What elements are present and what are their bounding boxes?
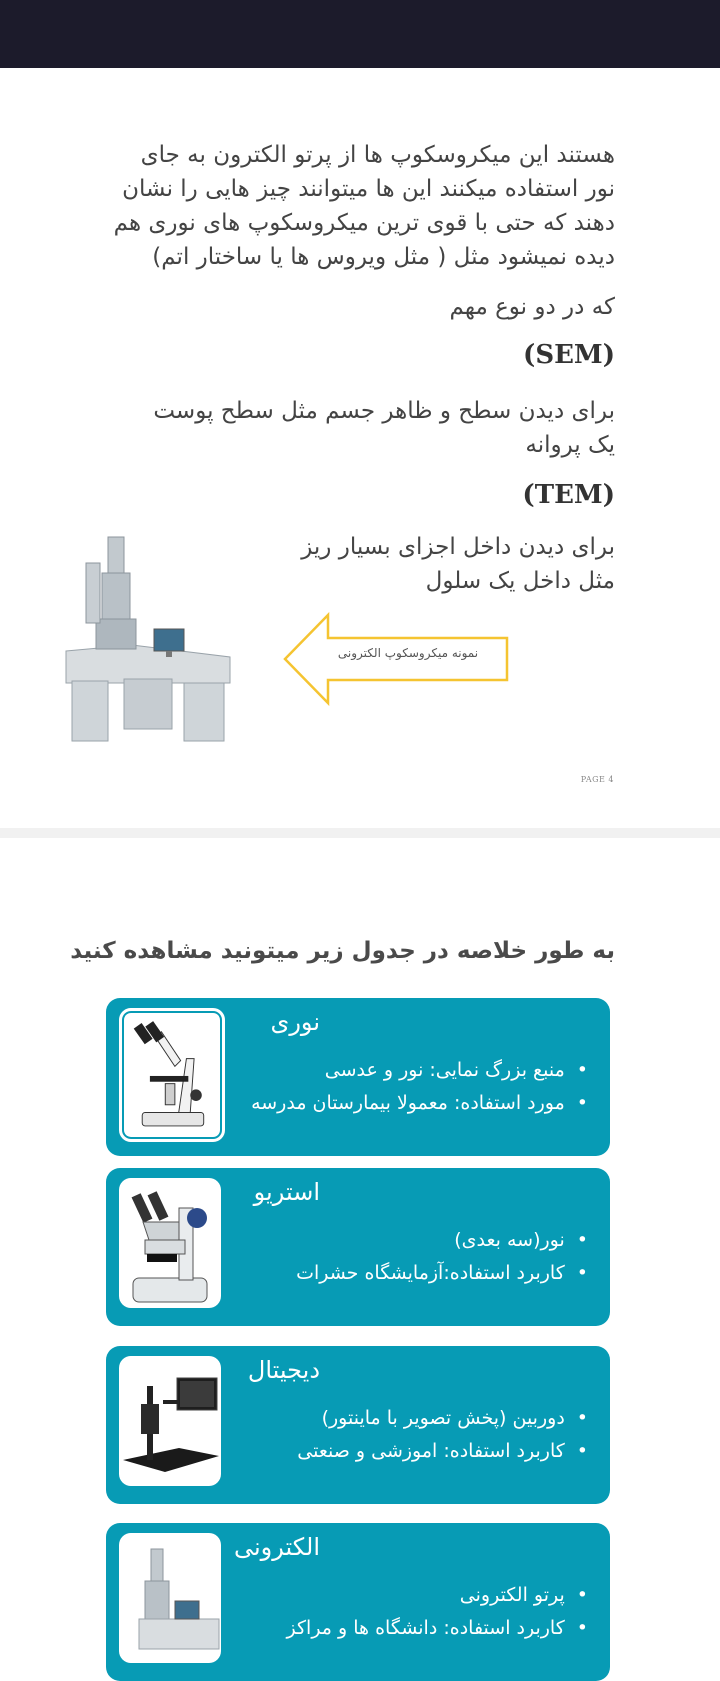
tem-heading: (TEM) <box>522 480 615 510</box>
document-page-5 <box>0 838 720 1640</box>
list-item: • مورد استفاده: معمولا بیمارستان مدرسه <box>228 1087 588 1120</box>
card-details <box>228 1402 588 1468</box>
list-item: • کاربرد استفاده: اموزشی و صنعتی <box>228 1435 588 1468</box>
card-title: استریو <box>253 1178 320 1206</box>
sem-heading: (SEM) <box>523 340 615 370</box>
tem-description: برای دیدن داخل اجزای بسیار ریز مثل داخل یک سلول <box>301 534 615 594</box>
document-page-4 <box>0 68 720 828</box>
card-title: الکترونی <box>234 1533 320 1561</box>
list-item: • کاربرد استفاده: دانشگاه ها و مراکز <box>228 1612 588 1645</box>
list-item: • منبع بزرگ نمایی: نور و عدسی <box>228 1054 588 1087</box>
microscope-card-stereo <box>106 1168 610 1326</box>
summary-title: به طور خلاصه در جدول زیر میتونید مشاهده کنید <box>70 938 615 964</box>
list-item: • پرتو الکترونی <box>228 1579 588 1612</box>
stereo-microscope-image <box>119 1178 221 1308</box>
card-details <box>228 1054 588 1120</box>
microscope-card-optical <box>106 998 610 1156</box>
list-item: • نور(سه بعدی) <box>228 1224 588 1257</box>
microscope-card-digital <box>106 1346 610 1504</box>
card-details <box>228 1579 588 1645</box>
compound-microscope-image <box>119 1008 225 1142</box>
card-title: دیجیتال <box>247 1356 320 1384</box>
two-types-text: که در دو نوع مهم <box>449 294 615 320</box>
microscope-card-electron <box>106 1523 610 1681</box>
list-item: • دوربین (پخش تصویر با ماینتور) <box>228 1402 588 1435</box>
page-separator <box>0 828 720 838</box>
card-title: نوری <box>270 1008 320 1036</box>
page-number: PAGE 4 <box>580 775 614 784</box>
arrow-callout-label: نمونه میکروسکوپ الکترونی <box>337 646 479 660</box>
electron-microscope-image <box>119 1533 221 1663</box>
top-bar <box>0 0 720 68</box>
electron-microscope-image <box>62 533 232 743</box>
intro-paragraph: هستند این میکروسکوپ ها از پرتو الکترون به جای نور استفاده میکنند این ها میتوانند چیز هایی را نشان دهند که حتی با قوی ترین میکروسکوپ های نوری هم دیده نمیشود مثل ( مثل ویروس ها یا ساختار اتم) <box>113 142 615 270</box>
card-details <box>228 1224 588 1290</box>
list-item: • کاربرد استفاده:آزمایشگاه حشرات <box>228 1257 588 1290</box>
sem-description: برای دیدن سطح و ظاهر جسم مثل سطح پوست یک پروانه <box>153 398 615 458</box>
digital-microscope-image <box>119 1356 221 1486</box>
